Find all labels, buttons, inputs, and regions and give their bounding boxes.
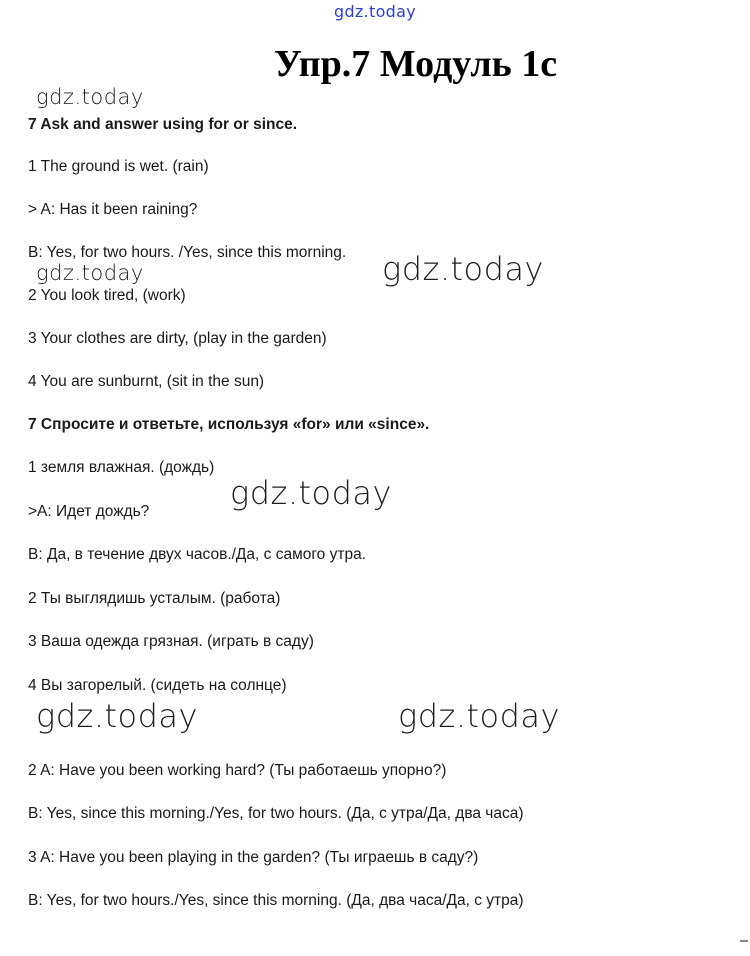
answer-line: B: Yes, since this morning./Yes, for two hours. (Да, с утра/Да, два часа) (28, 805, 524, 822)
watermark: gdz.today (398, 697, 560, 735)
russian-item: 2 Ты выглядишь усталым. (работа) (28, 590, 281, 607)
english-item: B: Yes, for two hours. /Yes, since this morning. (28, 244, 347, 261)
answer-line: 3 A: Have you been playing in the garden? (Ты играешь в саду?) (28, 849, 479, 866)
russian-item: >А: Идет дождь? (28, 503, 150, 520)
english-item: 3 Your clothes are dirty, (play in the garden) (28, 330, 327, 347)
watermark: gdz.today (36, 261, 144, 285)
watermark: gdz.today (382, 250, 544, 288)
english-item: 2 You look tired, (work) (28, 287, 186, 304)
english-item: > A: Has it been raining? (28, 201, 198, 218)
watermark-top: gdz.today (334, 2, 416, 21)
page-title: Упр.7 Модуль 1с (274, 43, 558, 85)
watermark: gdz.today (230, 474, 392, 512)
answer-line: 2 A: Have you been working hard? (Ты работаешь упорно?) (28, 762, 447, 779)
english-heading: 7 Ask and answer using for or since. (28, 116, 298, 133)
russian-item: 1 земля влажная. (дождь) (28, 459, 215, 476)
russian-item: 3 Ваша одежда грязная. (играть в саду) (28, 633, 314, 650)
russian-item: 4 Вы загорелый. (сидеть на солнце) (28, 677, 287, 694)
page-edge-mark (740, 940, 748, 942)
answer-line: B: Yes, for two hours./Yes, since this morning. (Да, два часа/Да, с утра) (28, 892, 524, 909)
watermark: gdz.today (36, 85, 144, 109)
english-item: 1 The ground is wet. (rain) (28, 158, 209, 175)
russian-item: В: Да, в течение двух часов./Да, с самого утра. (28, 546, 366, 563)
russian-heading: 7 Спросите и ответьте, используя «for» или «since». (28, 416, 430, 433)
english-item: 4 You are sunburnt, (sit in the sun) (28, 373, 265, 390)
watermark: gdz.today (36, 697, 198, 735)
